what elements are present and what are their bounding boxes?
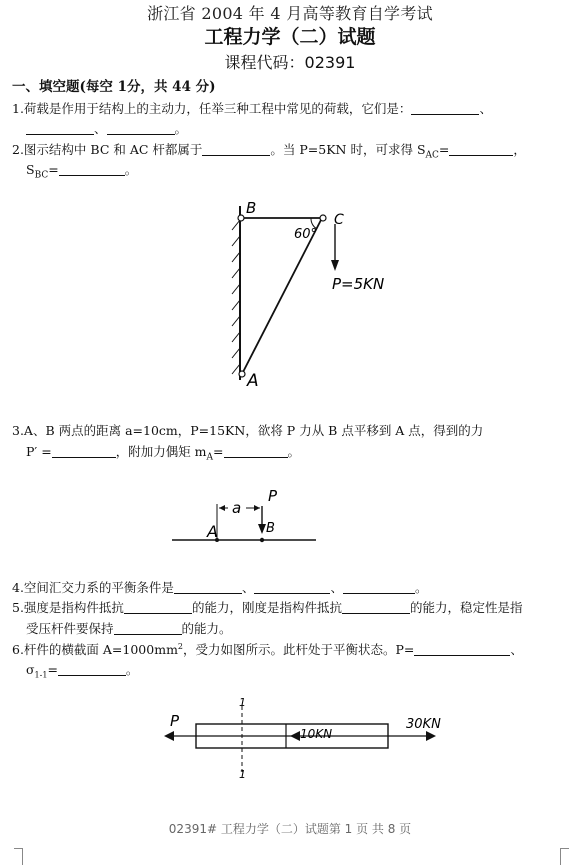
- answer-blank: [414, 643, 510, 656]
- end-mark: 。: [124, 162, 138, 177]
- question-3-text-b: ，附加力偶矩 m: [115, 444, 207, 459]
- question-5-text-c: 的能力，稳定性是指: [409, 600, 523, 615]
- crop-mark-left: [14, 848, 23, 865]
- section-heading: 一、填空题(每空 1分，共 44 分): [12, 79, 216, 95]
- force-30kn-arrowhead: [426, 731, 436, 741]
- answer-blank: [174, 581, 242, 594]
- answer-blank: [58, 663, 126, 676]
- question-5-text-d: 受压杆件要保持: [26, 621, 114, 636]
- label-b: B: [266, 521, 275, 536]
- comma: ，: [513, 142, 526, 157]
- pin-a: [239, 371, 245, 377]
- course-code: 课程代码：02391: [224, 53, 356, 72]
- truss-figure: [226, 196, 396, 390]
- subscript-a: A: [206, 452, 214, 463]
- end-mark: 。: [287, 444, 301, 459]
- answer-blank: [114, 622, 182, 635]
- question-5-text-b: 的能力，刚度是指构件抵抗: [191, 600, 342, 615]
- pin-b: [238, 215, 244, 221]
- question-6-line1: [12, 640, 523, 658]
- label-10kn: 10KN: [300, 727, 333, 741]
- superscript-2: 2: [177, 641, 184, 651]
- answer-blank: [224, 445, 288, 458]
- pin-c: [320, 215, 326, 221]
- force-translation-figure: [170, 484, 320, 552]
- subscript-ac: AC: [425, 150, 439, 161]
- answer-blank: [449, 143, 513, 156]
- label-a: A: [207, 522, 218, 541]
- answer-blank: [59, 163, 125, 176]
- equals: =: [48, 162, 59, 177]
- equals: =: [213, 444, 224, 459]
- question-4: [12, 578, 427, 596]
- question-5-text-e: 的能力。: [181, 621, 232, 636]
- answer-blank: [411, 102, 479, 115]
- label-p: P: [268, 487, 278, 505]
- question-1-line2: [26, 119, 187, 137]
- answer-blank: [254, 581, 330, 594]
- answer-blank: [124, 601, 192, 614]
- force-10kn-arrowhead: [290, 731, 300, 741]
- question-3-line2: [26, 442, 300, 463]
- answer-blank: [26, 122, 94, 135]
- question-1-line1: [12, 99, 492, 117]
- subscript-1-1: 1-1: [34, 670, 48, 680]
- equals: =: [438, 142, 450, 157]
- question-2-line1: [12, 140, 526, 161]
- point-b: [260, 538, 264, 542]
- answer-blank: [202, 143, 270, 156]
- question-2-line2: [26, 160, 137, 181]
- equals: =: [47, 662, 58, 677]
- axial-bar-figure: [160, 698, 450, 780]
- exam-title-line1: 浙江省 2004 年 4 月高等教育自学考试: [147, 4, 433, 23]
- question-2-text-a: 2.图示结构中 BC 和 AC 杆都属于: [12, 142, 203, 157]
- label-c: C: [334, 212, 344, 228]
- symbol-s: S: [26, 162, 35, 177]
- crop-mark-right: [560, 848, 569, 865]
- label-dist: a: [232, 499, 242, 517]
- label-b: B: [246, 199, 257, 217]
- section-mark-top: 1: [239, 698, 246, 709]
- separator: 、: [479, 101, 492, 116]
- question-1-text: 1.荷载是作用于结构上的主动力，任举三种工程中常见的荷载，它们是：: [12, 101, 412, 116]
- question-5-line1: [12, 598, 522, 616]
- answer-blank: [343, 581, 415, 594]
- question-3-text-a: P′ =: [26, 444, 52, 459]
- end-mark: 。: [414, 580, 428, 595]
- answer-blank: [107, 122, 175, 135]
- separator: 、: [241, 580, 255, 595]
- question-5-line2: [26, 619, 232, 637]
- question-6-text-b: ，受力如图所示。此杆处于平衡状态。P=: [183, 642, 415, 657]
- label-p: P: [170, 712, 180, 730]
- label-load: P=5KN: [332, 275, 385, 293]
- subscript-bc: BC: [34, 170, 49, 181]
- question-5-text-a: 5.强度是指构件抵抗: [12, 600, 124, 615]
- question-3-line1: 3.A、B 两点的距离 a=10cm，P=15KN，欲将 P 力从 B 点平移到 A 点，得到的力: [12, 423, 484, 438]
- question-2-text-b: 。当 P=5KN 时，可求得 S: [270, 142, 426, 157]
- label-angle: 60°: [294, 227, 318, 242]
- question-6-text-a: 6.杆件的横截面 A=1000mm: [12, 642, 178, 657]
- page-footer: 02391# 工程力学（二）试题第 1 页 共 8 页: [168, 822, 412, 836]
- force-p-arrowhead: [164, 731, 174, 741]
- end-mark: 。: [174, 121, 188, 136]
- separator: 、: [94, 121, 107, 136]
- question-4-text: 4.空间汇交力系的平衡条件是: [12, 580, 174, 595]
- label-30kn: 30KN: [406, 717, 441, 732]
- separator: 、: [330, 580, 343, 595]
- section-mark-bottom: 1: [239, 768, 246, 780]
- question-6-line2: [26, 660, 138, 680]
- answer-blank: [342, 601, 410, 614]
- separator: 、: [510, 642, 523, 657]
- answer-blank: [52, 445, 116, 458]
- end-mark: 。: [125, 662, 139, 677]
- label-a: A: [247, 371, 259, 390]
- exam-title-line2: 工程力学（二）试题: [204, 26, 376, 48]
- sigma-symbol: σ: [26, 662, 35, 677]
